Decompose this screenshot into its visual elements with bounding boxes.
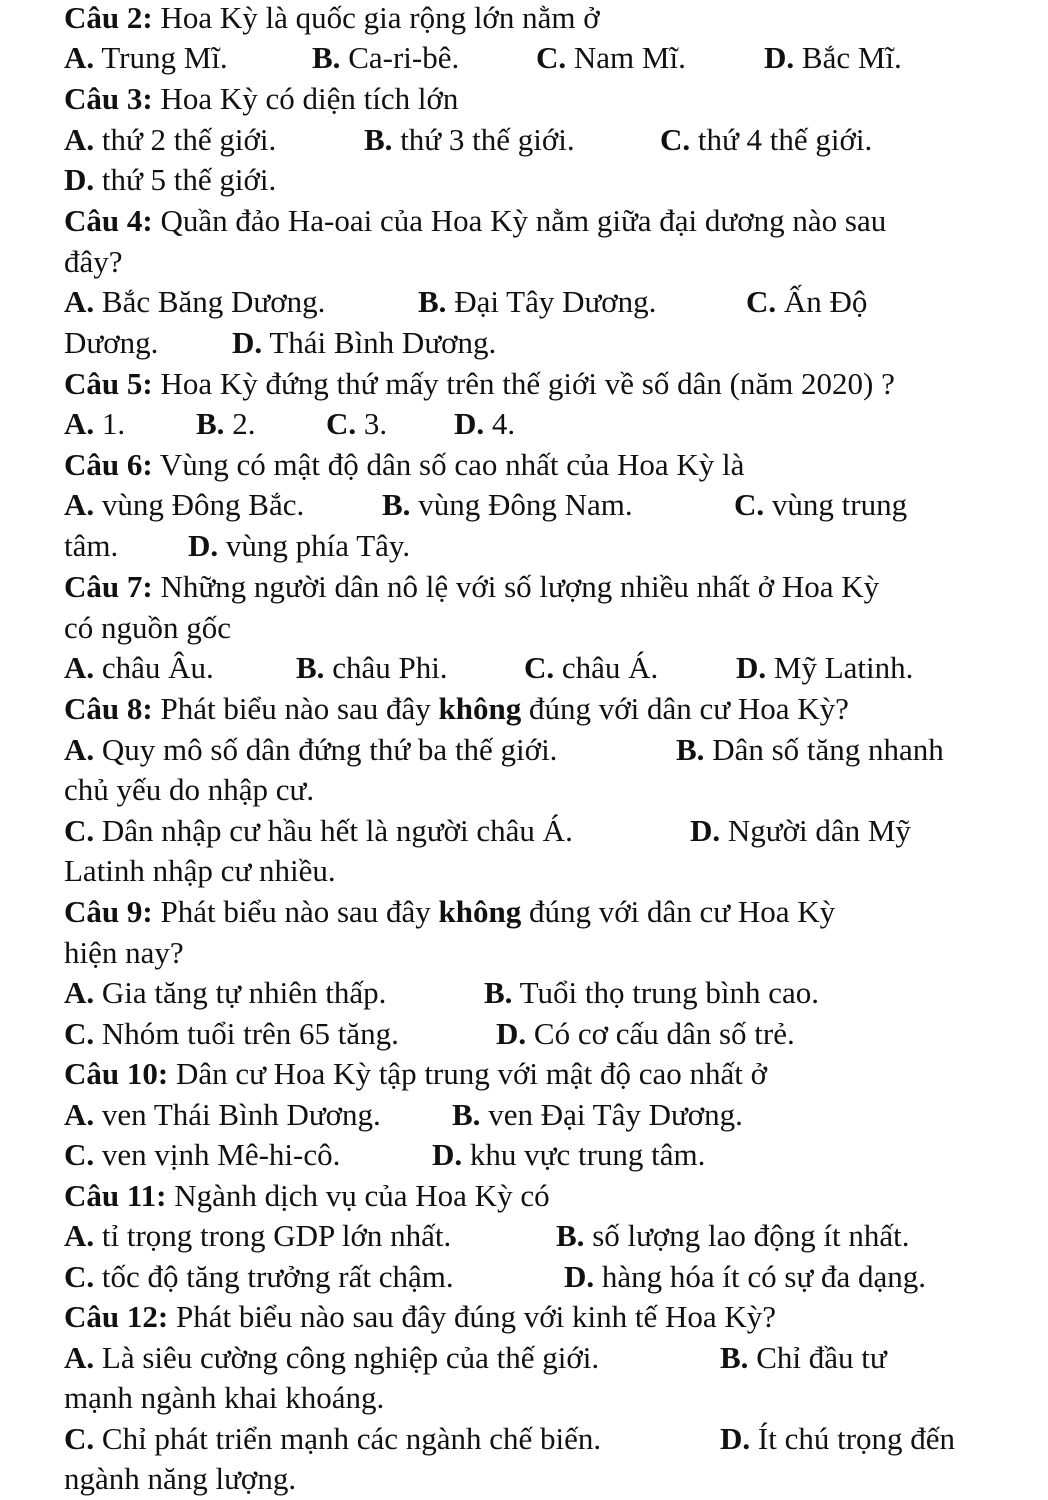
option-key: C. <box>660 122 691 157</box>
question-10-stem <box>64 1054 767 1094</box>
option-text: Nam Mĩ. <box>566 40 686 75</box>
question-4-stem <box>64 201 886 241</box>
question-text: Phát biểu nào sau đây đúng với kinh tế Hoa Kỳ? <box>168 1299 777 1334</box>
question-9-stem-cont: hiện nay? <box>64 935 184 970</box>
option-text: Đại Tây Dương. <box>446 284 657 319</box>
option-c <box>64 1014 399 1054</box>
question-text: Dân cư Hoa Kỳ tập trung với mật độ cao nhất ở <box>168 1056 768 1091</box>
option-key: A. <box>64 650 95 685</box>
option-text: Ít chú trọng đến <box>750 1421 956 1456</box>
option-text: Nhóm tuổi trên 65 tăng. <box>94 1016 399 1051</box>
option-key: D. <box>432 1137 463 1172</box>
option-key: A. <box>64 487 95 522</box>
question-number: Câu 11: <box>64 1178 167 1213</box>
option-c-cont: Dương. <box>64 325 159 360</box>
option-text: Là siêu cường công nghiệp của thế giới. <box>94 1340 600 1375</box>
option-text: Bắc Mĩ. <box>794 40 902 75</box>
option-d <box>764 38 902 78</box>
option-d <box>736 648 913 688</box>
option-text: Dân nhập cư hầu hết là người châu Á. <box>94 813 573 848</box>
option-key: C. <box>536 40 567 75</box>
option-text: thứ 5 thế giới. <box>94 162 277 197</box>
option-c <box>524 648 658 688</box>
option-key: D. <box>64 162 95 197</box>
option-d <box>496 1014 795 1054</box>
option-key: B. <box>364 122 393 157</box>
option-a <box>64 730 557 770</box>
option-c <box>734 485 907 525</box>
question-11-stem <box>64 1176 550 1216</box>
question-4-stem-cont: đây? <box>64 244 123 279</box>
option-text: thứ 3 thế giới. <box>392 122 575 157</box>
option-key: B. <box>382 487 411 522</box>
option-key: A. <box>64 975 95 1010</box>
option-text: số lượng lao động ít nhất. <box>584 1218 910 1253</box>
option-key: A. <box>64 1340 95 1375</box>
option-a <box>64 120 276 160</box>
option-text: Ấn Độ <box>776 284 868 319</box>
option-text: Thái Bình Dương. <box>262 325 497 360</box>
option-c <box>64 1257 454 1297</box>
option-key: B. <box>720 1340 749 1375</box>
question-number: Câu 12: <box>64 1299 169 1334</box>
option-key: A. <box>64 1218 95 1253</box>
option-d-cont: Latinh nhập cư nhiều. <box>64 853 336 888</box>
option-a <box>64 648 214 688</box>
option-key: A. <box>64 122 95 157</box>
option-text: ven Thái Bình Dương. <box>94 1097 381 1132</box>
option-a <box>64 485 304 525</box>
option-text: Có cơ cấu dân số trẻ. <box>526 1016 795 1051</box>
option-b-cont: mạnh ngành khai khoáng. <box>64 1380 385 1415</box>
question-text: Những người dân nô lệ với số lượng nhiều nhất ở Hoa Kỳ <box>152 569 880 604</box>
option-text: châu Phi. <box>324 650 448 685</box>
question-number: Câu 6: <box>64 447 153 482</box>
option-b <box>418 282 656 322</box>
option-c <box>64 1419 601 1459</box>
option-d-cont: ngành năng lượng. <box>64 1461 297 1496</box>
option-b-cont: chủ yếu do nhập cư. <box>64 772 315 807</box>
option-text: Ca-ri-bê. <box>340 40 460 75</box>
option-text: vùng Đông Bắc. <box>94 487 305 522</box>
question-text: Ngành dịch vụ của Hoa Kỳ có <box>166 1178 550 1213</box>
option-b <box>382 485 633 525</box>
question-5-stem <box>64 364 895 404</box>
option-key: B. <box>196 406 225 441</box>
option-d <box>564 1257 926 1297</box>
option-b <box>452 1095 743 1135</box>
option-d <box>64 160 276 200</box>
option-a <box>64 1095 381 1135</box>
option-text: 3. <box>356 406 388 441</box>
option-key: B. <box>296 650 325 685</box>
option-text: Quy mô số dân đứng thứ ba thế giới. <box>94 732 558 767</box>
option-text: vùng trung <box>764 487 908 522</box>
option-key: A. <box>64 1097 95 1132</box>
option-text: vùng phía Tây. <box>218 528 411 563</box>
question-2-stem <box>64 0 600 38</box>
question-text: đúng với dân cư Hoa Kỳ <box>521 894 836 929</box>
option-key: D. <box>690 813 721 848</box>
option-key: A. <box>64 284 95 319</box>
option-text: 2. <box>224 406 256 441</box>
option-c <box>326 404 387 444</box>
option-text: Chỉ đầu tư <box>748 1340 887 1375</box>
question-text: Quần đảo Ha-oai của Hoa Kỳ nằm giữa đại dương nào sau <box>152 203 887 238</box>
question-7-stem <box>64 567 879 607</box>
option-a <box>64 1216 451 1256</box>
option-text: ven vịnh Mê-hi-cô. <box>94 1137 341 1172</box>
question-text: Hoa Kỳ có diện tích lớn <box>152 81 459 116</box>
option-key: C. <box>64 1421 95 1456</box>
option-key: B. <box>484 975 513 1010</box>
question-7-stem-cont: có nguồn gốc <box>64 610 232 645</box>
question-number: Câu 4: <box>64 203 153 238</box>
question-12-stem <box>64 1297 776 1337</box>
option-text: 1. <box>94 406 126 441</box>
option-d <box>188 526 410 566</box>
option-text: Trung Mĩ. <box>94 40 228 75</box>
option-key: D. <box>720 1421 751 1456</box>
question-number: Câu 2: <box>64 0 153 35</box>
option-d <box>432 1135 705 1175</box>
option-a <box>64 1338 599 1378</box>
option-text: Bắc Băng Dương. <box>94 284 326 319</box>
option-b <box>296 648 448 688</box>
option-text: vùng Đông Nam. <box>410 487 633 522</box>
question-3-stem <box>64 79 458 119</box>
question-text: đúng với dân cư Hoa Kỳ? <box>521 691 849 726</box>
option-text: Dân số tăng nhanh <box>704 732 944 767</box>
option-d <box>454 404 515 444</box>
option-c-cont: tâm. <box>64 528 119 563</box>
question-text: Vùng có mật độ dân số cao nhất của Hoa Kỳ là <box>152 447 745 482</box>
option-b <box>196 404 255 444</box>
option-key: D. <box>496 1016 527 1051</box>
option-text: ven Đại Tây Dương. <box>480 1097 743 1132</box>
option-text: Mỹ Latinh. <box>766 650 914 685</box>
option-a <box>64 282 325 322</box>
question-6-stem <box>64 445 744 485</box>
option-text: tỉ trọng trong GDP lớn nhất. <box>94 1218 452 1253</box>
option-key: D. <box>232 325 263 360</box>
option-b <box>364 120 575 160</box>
option-key: C. <box>734 487 765 522</box>
option-key: A. <box>64 40 95 75</box>
option-key: B. <box>312 40 341 75</box>
option-key: A. <box>64 406 95 441</box>
option-text: hàng hóa ít có sự đa dạng. <box>594 1259 927 1294</box>
option-text: thứ 4 thế giới. <box>690 122 873 157</box>
option-key: D. <box>564 1259 595 1294</box>
option-c <box>64 1135 340 1175</box>
option-c <box>660 120 872 160</box>
question-text: Phát biểu nào sau đây <box>152 691 439 726</box>
option-key: C. <box>64 1016 95 1051</box>
option-b <box>484 973 819 1013</box>
question-number: Câu 8: <box>64 691 153 726</box>
question-number: Câu 7: <box>64 569 153 604</box>
option-c <box>64 811 573 851</box>
question-8-stem <box>64 689 849 729</box>
option-d <box>232 323 496 363</box>
option-text: châu Âu. <box>94 650 214 685</box>
option-d <box>690 811 911 851</box>
option-b <box>720 1338 887 1378</box>
option-key: C. <box>64 1259 95 1294</box>
option-c <box>536 38 686 78</box>
emphasis-text: không <box>438 894 522 929</box>
option-text: Người dân Mỹ <box>720 813 911 848</box>
question-number: Câu 5: <box>64 366 153 401</box>
option-a <box>64 404 125 444</box>
option-text: Tuổi thọ trung bình cao. <box>512 975 820 1010</box>
question-text: Phát biểu nào sau đây <box>152 894 439 929</box>
option-a <box>64 38 228 78</box>
option-text: Gia tăng tự nhiên thấp. <box>94 975 387 1010</box>
option-text: châu Á. <box>554 650 659 685</box>
option-d <box>720 1419 955 1459</box>
question-text: Hoa Kỳ là quốc gia rộng lớn nằm ở <box>152 0 600 35</box>
option-text: tốc độ tăng trưởng rất chậm. <box>94 1259 454 1294</box>
option-text: Chỉ phát triển mạnh các ngành chế biến. <box>94 1421 602 1456</box>
option-key: D. <box>736 650 767 685</box>
option-text: 4. <box>484 406 516 441</box>
option-key: D. <box>764 40 795 75</box>
option-b <box>556 1216 910 1256</box>
option-key: B. <box>676 732 705 767</box>
option-key: B. <box>418 284 447 319</box>
question-number: Câu 3: <box>64 81 153 116</box>
question-number: Câu 10: <box>64 1056 169 1091</box>
question-text: Hoa Kỳ đứng thứ mấy trên thế giới về số dân (năm 2020) ? <box>152 366 895 401</box>
option-key: C. <box>746 284 777 319</box>
option-text: thứ 2 thế giới. <box>94 122 277 157</box>
option-text: khu vực trung tâm. <box>462 1137 706 1172</box>
option-b <box>676 730 944 770</box>
question-9-stem <box>64 892 835 932</box>
option-key: D. <box>454 406 485 441</box>
option-key: B. <box>452 1097 481 1132</box>
option-c <box>746 282 867 322</box>
option-key: A. <box>64 732 95 767</box>
option-key: B. <box>556 1218 585 1253</box>
question-number: Câu 9: <box>64 894 153 929</box>
option-key: C. <box>524 650 555 685</box>
option-b <box>312 38 459 78</box>
option-key: C. <box>64 813 95 848</box>
option-key: C. <box>64 1137 95 1172</box>
option-key: D. <box>188 528 219 563</box>
emphasis-text: không <box>438 691 522 726</box>
option-key: C. <box>326 406 357 441</box>
option-a <box>64 973 386 1013</box>
